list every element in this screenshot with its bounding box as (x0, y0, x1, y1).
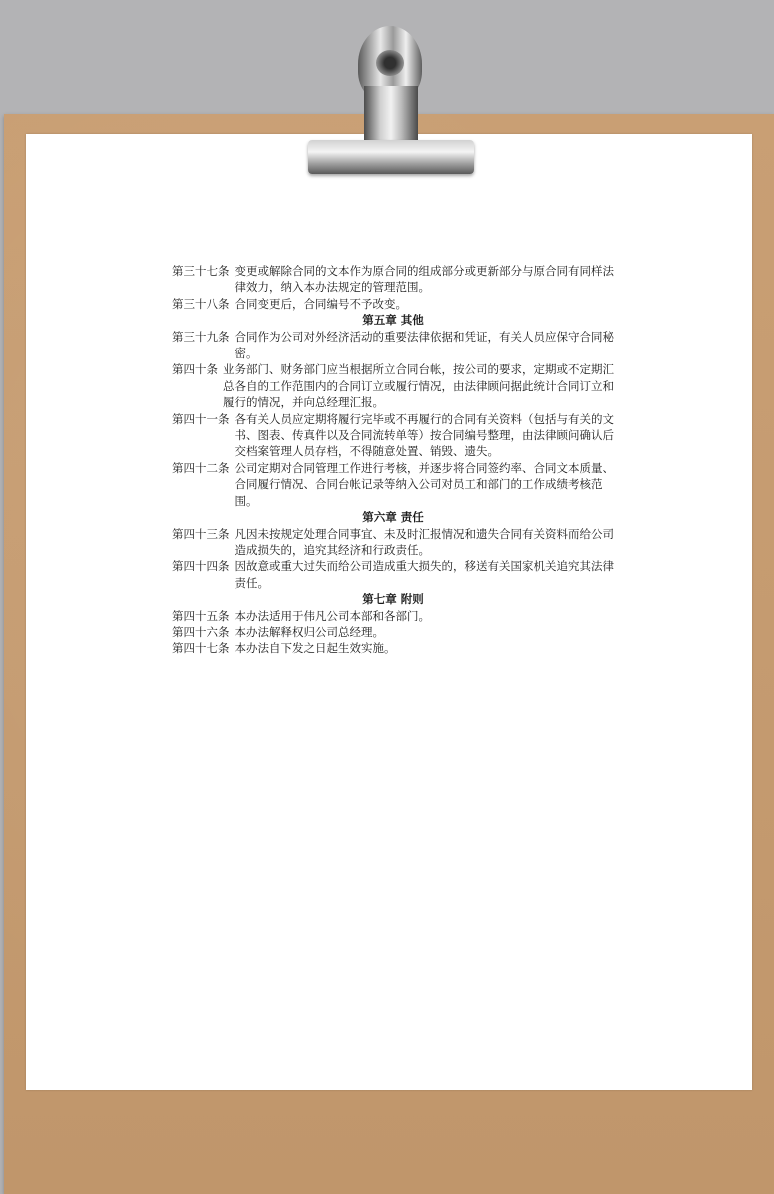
article-text: 公司定期对合同管理工作进行考核，并逐步将合同签约率、合同文本质量、合同履行情况、合同台帐记录等纳入公司对员工和部门的工作成绩考核范围。 (234, 460, 614, 508)
article-text: 凡因未按规定处理合同事宜、未及时汇报情况和遗失合同有关资料而给公司造成损失的，追究其经济和行政责任。 (234, 526, 614, 557)
article-text: 因故意或重大过失而给公司造成重大损失的，移送有关国家机关追究其法律责任。 (234, 559, 614, 590)
article-number: 第三十七条 (172, 264, 230, 278)
article-number: 第四十条 (172, 362, 218, 377)
article-text: 本办法适用于伟凡公司本部和各部门。 (234, 608, 430, 623)
article-text: 合同变更后，合同编号不予改变。 (234, 296, 407, 311)
article-text: 各有关人员应定期将履行完毕或不再履行的合同有关资料（包括与有关的文书、图表、传真件以及合同流转单等）按合同编号整理，由法律顾问确认后交档案管理人员存档，不得随意处置、销毁、遗失。 (234, 411, 614, 459)
article-number: 第三十九条 (172, 329, 230, 344)
article-number: 第四十六条 (172, 624, 230, 639)
article-37 (172, 263, 614, 296)
articles-part3 (172, 526, 614, 592)
document-body (172, 263, 614, 657)
article-45 (172, 608, 614, 624)
article-40 (172, 361, 614, 410)
chapter-heading-7: 第七章 附则 (362, 592, 424, 607)
article-number: 第三十八条 (172, 296, 230, 311)
article-38 (172, 296, 614, 312)
article-43 (172, 526, 614, 559)
clip-bar (308, 140, 474, 174)
chapter-heading-5: 第五章 其他 (362, 313, 424, 328)
binder-clip-icon (300, 26, 480, 176)
article-41 (172, 411, 614, 460)
article-text: 合同作为公司对外经济活动的重要法律依据和凭证，有关人员应保守合同秘密。 (234, 329, 614, 361)
clip-ring-hole (376, 50, 404, 76)
article-47 (172, 640, 614, 656)
article-number: 第四十五条 (172, 608, 230, 623)
article-number: 第四十一条 (172, 411, 230, 426)
chapter-heading-6: 第六章 责任 (362, 510, 424, 525)
article-text: 业务部门、财务部门应当根据所立合同台帐，按公司的要求，定期或不定期汇总各自的工作范围内的合同订立或履行情况，由法律顾问据此统计合同订立和履行的情况，并向总经理汇报。 (223, 362, 614, 410)
articles-part4 (172, 608, 614, 657)
article-text: 本办法自下发之日起生效实施。 (234, 641, 396, 656)
articles-part2 (172, 329, 614, 509)
articles-part1 (172, 263, 614, 312)
article-42 (172, 460, 614, 509)
article-text: 变更或解除合同的文本作为原合同的组成部分或更新部分与原合同有同样法律效力，纳入本办法规定的管理范围。 (234, 264, 614, 295)
article-number: 第四十二条 (172, 460, 230, 475)
article-number: 第四十四条 (172, 559, 230, 574)
article-44 (172, 558, 614, 591)
article-46 (172, 624, 614, 640)
article-number: 第四十七条 (172, 641, 230, 656)
article-text: 本办法解释权归公司总经理。 (234, 624, 384, 639)
article-number: 第四十三条 (172, 526, 230, 541)
article-39 (172, 329, 614, 362)
